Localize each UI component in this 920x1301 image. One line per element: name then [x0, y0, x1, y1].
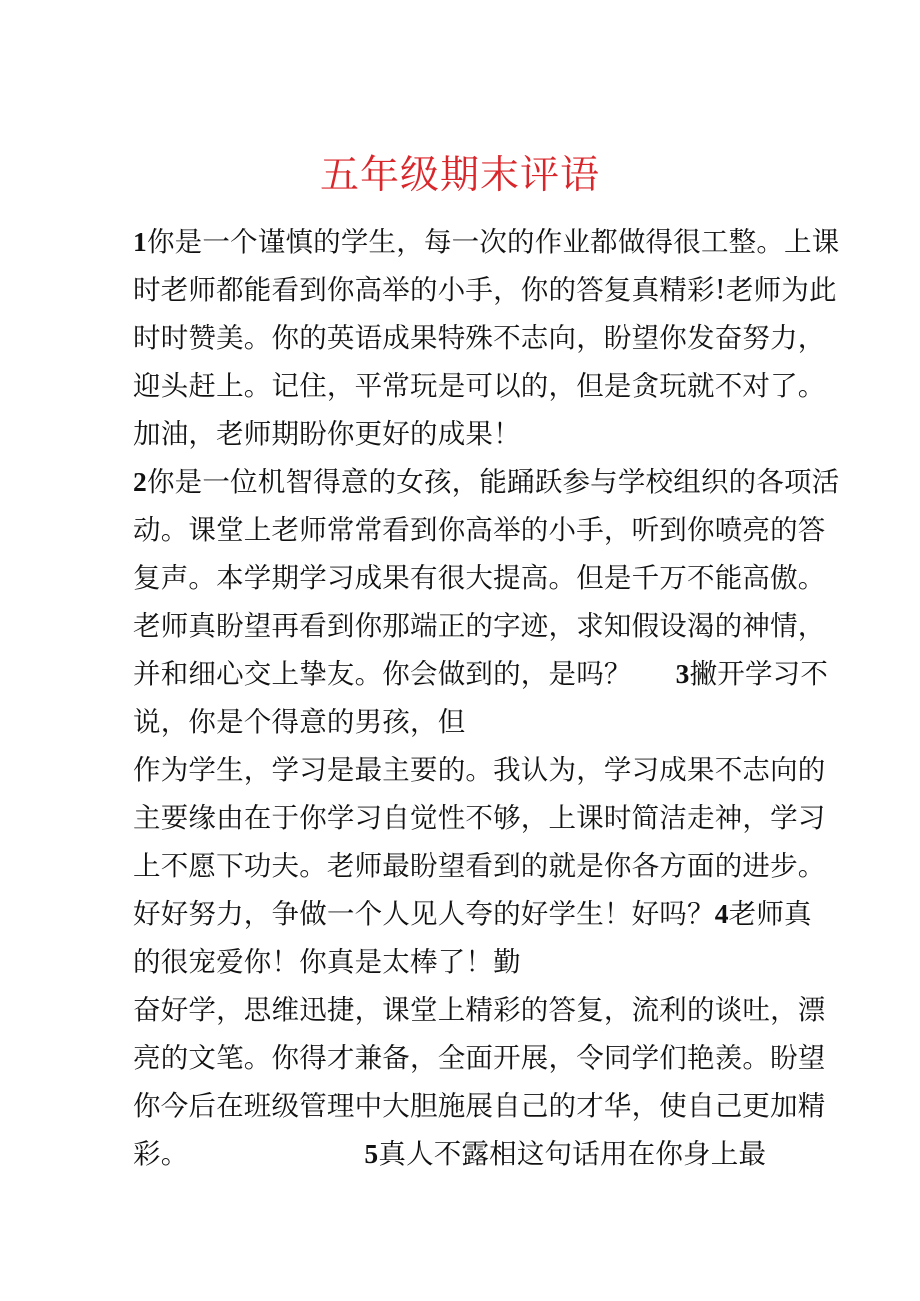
- text-line: [133, 218, 840, 266]
- line-text: 时老师都能看到你高举的小手，你的答复真精彩!老师为此: [133, 274, 837, 306]
- line-text: 真人不露相这句话用在你身上最: [378, 1138, 767, 1170]
- page-title: 五年级期末评语: [319, 153, 600, 198]
- comments-body: [133, 218, 840, 1178]
- comment-number: 4: [714, 898, 729, 929]
- comment-number: 5: [364, 1138, 379, 1169]
- comment-number: 3: [675, 658, 690, 689]
- line-text: 亮的文笔。你得才兼备，全面开展，令同学们艳羡。盼望: [133, 1042, 826, 1074]
- text-line: [133, 698, 793, 746]
- text-line: [133, 890, 812, 938]
- text-line: [133, 602, 826, 650]
- text-line: [133, 1034, 826, 1082]
- text-line: [133, 266, 837, 314]
- text-line: [133, 506, 826, 554]
- line-text: 你是一个谨慎的学生，每一次的作业都做得很工整。上课: [146, 226, 840, 258]
- line-text: 撇开学习不: [689, 658, 829, 690]
- text-line: [133, 1082, 826, 1130]
- text-line: [133, 458, 840, 506]
- text-line: [133, 1130, 793, 1178]
- line-text: 作为学生，学习是最主要的。我认为，学习成果不志向的: [133, 754, 826, 786]
- text-line: [133, 410, 793, 458]
- text-line: [133, 554, 826, 602]
- line-text: 上不愿下功夫。老师最盼望看到的就是你各方面的进步。: [133, 850, 826, 882]
- line-text: 主要缘由在于你学习自觉性不够，上课时简洁走神，学习: [133, 802, 826, 834]
- line-text: 加油，老师期盼你更好的成果！: [133, 418, 521, 450]
- text-line: [133, 938, 793, 986]
- line-text: 说，你是个得意的男孩，但: [133, 706, 466, 738]
- line-text: 老师真: [728, 898, 812, 930]
- line-text: 复声。本学期学习成果有很大提高。但是千万不能高傲。: [133, 562, 826, 594]
- text-line: [133, 986, 826, 1034]
- text-line: [133, 314, 826, 362]
- comment-number: 1: [133, 226, 147, 257]
- line-text: 动。课堂上老师常常看到你高举的小手，听到你喷亮的答: [133, 514, 826, 546]
- text-line: [133, 794, 826, 842]
- line-text: 你今后在班级管理中大胆施展自己的才华，使自己更加精: [133, 1090, 826, 1122]
- text-line: [133, 746, 826, 794]
- line-text: 的很宠爱你！你真是太棒了！勤: [133, 946, 521, 978]
- text-line: [133, 650, 829, 698]
- line-text: 并和细心交上挚友。你会做到的，是吗？: [133, 658, 632, 690]
- comment-number: 2: [133, 466, 147, 497]
- text-line: [133, 842, 826, 890]
- line-text: 好好努力，争做一个人见人夸的好学生！好吗？: [133, 898, 715, 930]
- line-text: 彩。: [133, 1138, 189, 1170]
- line-text: 奋好学，思维迅捷，课堂上精彩的答复，流利的谈吐，漂: [133, 994, 826, 1026]
- text-line: [133, 362, 826, 410]
- line-text: 你是一位机智得意的女孩，能踊跃参与学校组织的各项活: [146, 466, 840, 498]
- line-text: 老师真盼望再看到你那端正的字迹，求知假设渴的神情，: [133, 610, 826, 642]
- line-text: 时时赞美。你的英语成果特殊不志向，盼望你发奋努力，: [133, 322, 826, 354]
- line-text: 迎头赶上。记住，平常玩是可以的，但是贪玩就不对了。: [133, 370, 826, 402]
